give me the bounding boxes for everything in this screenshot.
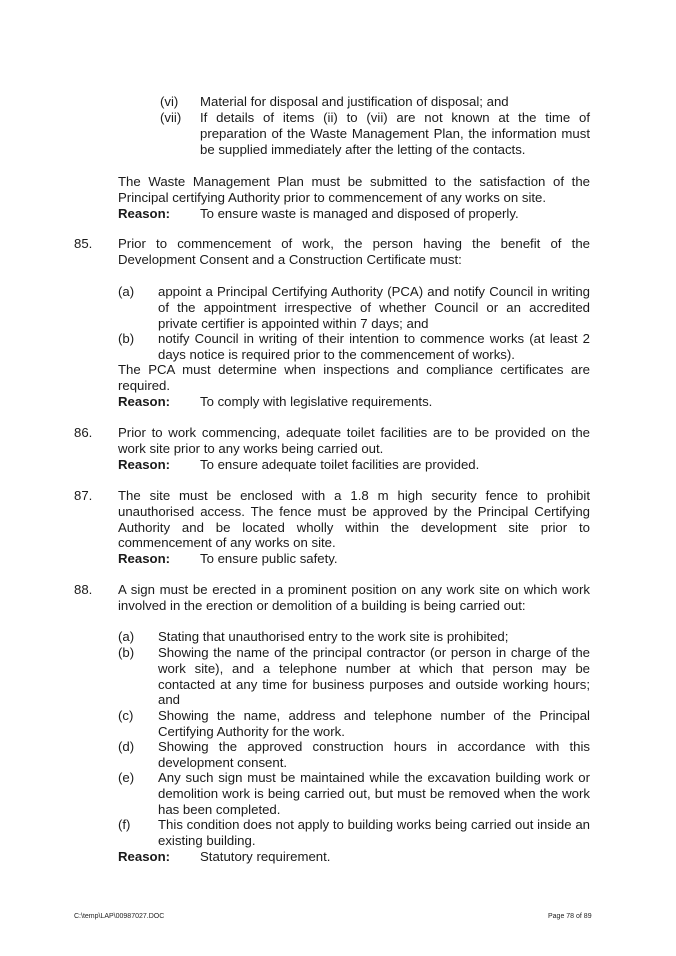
- condition-number-85: 85.: [74, 236, 93, 251]
- reason-text: To ensure public safety.: [200, 551, 338, 566]
- reason-label: Reason:: [118, 394, 171, 409]
- condition-86-text: Prior to work commencing, adequate toilet facilities are to be provided on the work site prior to any works being carried out.: [118, 425, 590, 456]
- reason-row-87: [118, 551, 590, 567]
- reason-row-waste: [118, 206, 590, 222]
- subitem-label-a: (a): [118, 284, 135, 299]
- reason-row-85: [118, 394, 590, 410]
- footer-page-number: Page 78 of 89: [548, 913, 592, 920]
- condition-number-86: 86.: [74, 425, 93, 440]
- subitem-text-a: Stating that unauthorised entry to the work site is prohibited;: [158, 629, 509, 644]
- list-label-vi: (vi): [160, 94, 179, 109]
- subitem-text-b: notify Council in writing of their intention to commence works (at least 2 days notice is required prior to the commencement of works).: [158, 331, 590, 362]
- condition-87-text: The site must be enclosed with a 1.8 m high security fence to prohibit unauthorised access. The fence must be approved by the Principal Certifying Authority and be located wholly within the development site prior to commencement of any works on site.: [118, 488, 590, 551]
- reason-text: To comply with legislative requirements.: [200, 394, 433, 409]
- reason-label: Reason:: [118, 551, 171, 566]
- subitem-label-a: (a): [118, 629, 135, 644]
- condition-85-text: Prior to commencement of work, the person having the benefit of the Development Consent and a Construction Certificate must:: [118, 236, 590, 267]
- subitem-text-d: Showing the approved construction hours in accordance with this development consent.: [158, 739, 590, 770]
- subitem-text-f: This condition does not apply to building works being carried out inside an existing building.: [158, 817, 590, 848]
- subitem-text-c: Showing the name, address and telephone number of the Principal Certifying Authority for the work.: [158, 708, 590, 739]
- condition-85-inspections: The PCA must determine when inspections and compliance certificates are required.: [118, 362, 590, 393]
- condition-number-87: 87.: [74, 488, 93, 503]
- list-text-vii: If details of items (ii) to (vii) are not known at the time of preparation of the Waste Management Plan, the information must be supplied immediately after the letting of the contacts.: [200, 110, 590, 157]
- subitem-label-b: (b): [118, 645, 135, 660]
- list-text-vi: Material for disposal and justification of disposal; and: [200, 94, 509, 109]
- reason-row-86: [118, 457, 590, 473]
- subitem-label-d: (d): [118, 739, 135, 754]
- waste-plan-paragraph: The Waste Management Plan must be submitted to the satisfaction of the Principal certifying Authority prior to commencement of any works on site.: [118, 174, 590, 205]
- subitem-label-f: (f): [118, 817, 131, 832]
- subitem-text-a: appoint a Principal Certifying Authority (PCA) and notify Council in writing of the appointment irrespective of whether Council or an accredited private certifier is appointed within 7 days; and: [158, 284, 590, 331]
- reason-label: Reason:: [118, 849, 171, 864]
- reason-text: To ensure waste is managed and disposed of properly.: [200, 206, 519, 221]
- reason-text: To ensure adequate toilet facilities are provided.: [200, 457, 480, 472]
- subitem-label-e: (e): [118, 770, 135, 785]
- subitem-text-b: Showing the name of the principal contractor (or person in charge of the work site), and a telephone number at which that person may be contacted at any time for business purposes and outside working hours; and: [158, 645, 590, 708]
- reason-label: Reason:: [118, 206, 171, 221]
- footer-file-path: C:\temp\LAP\00987027.DOC: [74, 913, 165, 920]
- condition-number-88: 88.: [74, 582, 93, 597]
- condition-88-text: A sign must be erected in a prominent position on any work site on which work involved in the erection or demolition of a building is being carried out:: [118, 582, 590, 613]
- subitem-text-e: Any such sign must be maintained while the excavation building work or demolition work is being carried out, but must be removed when the work has been completed.: [158, 770, 590, 817]
- reason-label: Reason:: [118, 457, 171, 472]
- subitem-label-b: (b): [118, 331, 135, 346]
- reason-row-88: [118, 849, 590, 865]
- reason-text: Statutory requirement.: [200, 849, 331, 864]
- subitem-label-c: (c): [118, 708, 134, 723]
- list-label-vii: (vii): [160, 110, 182, 125]
